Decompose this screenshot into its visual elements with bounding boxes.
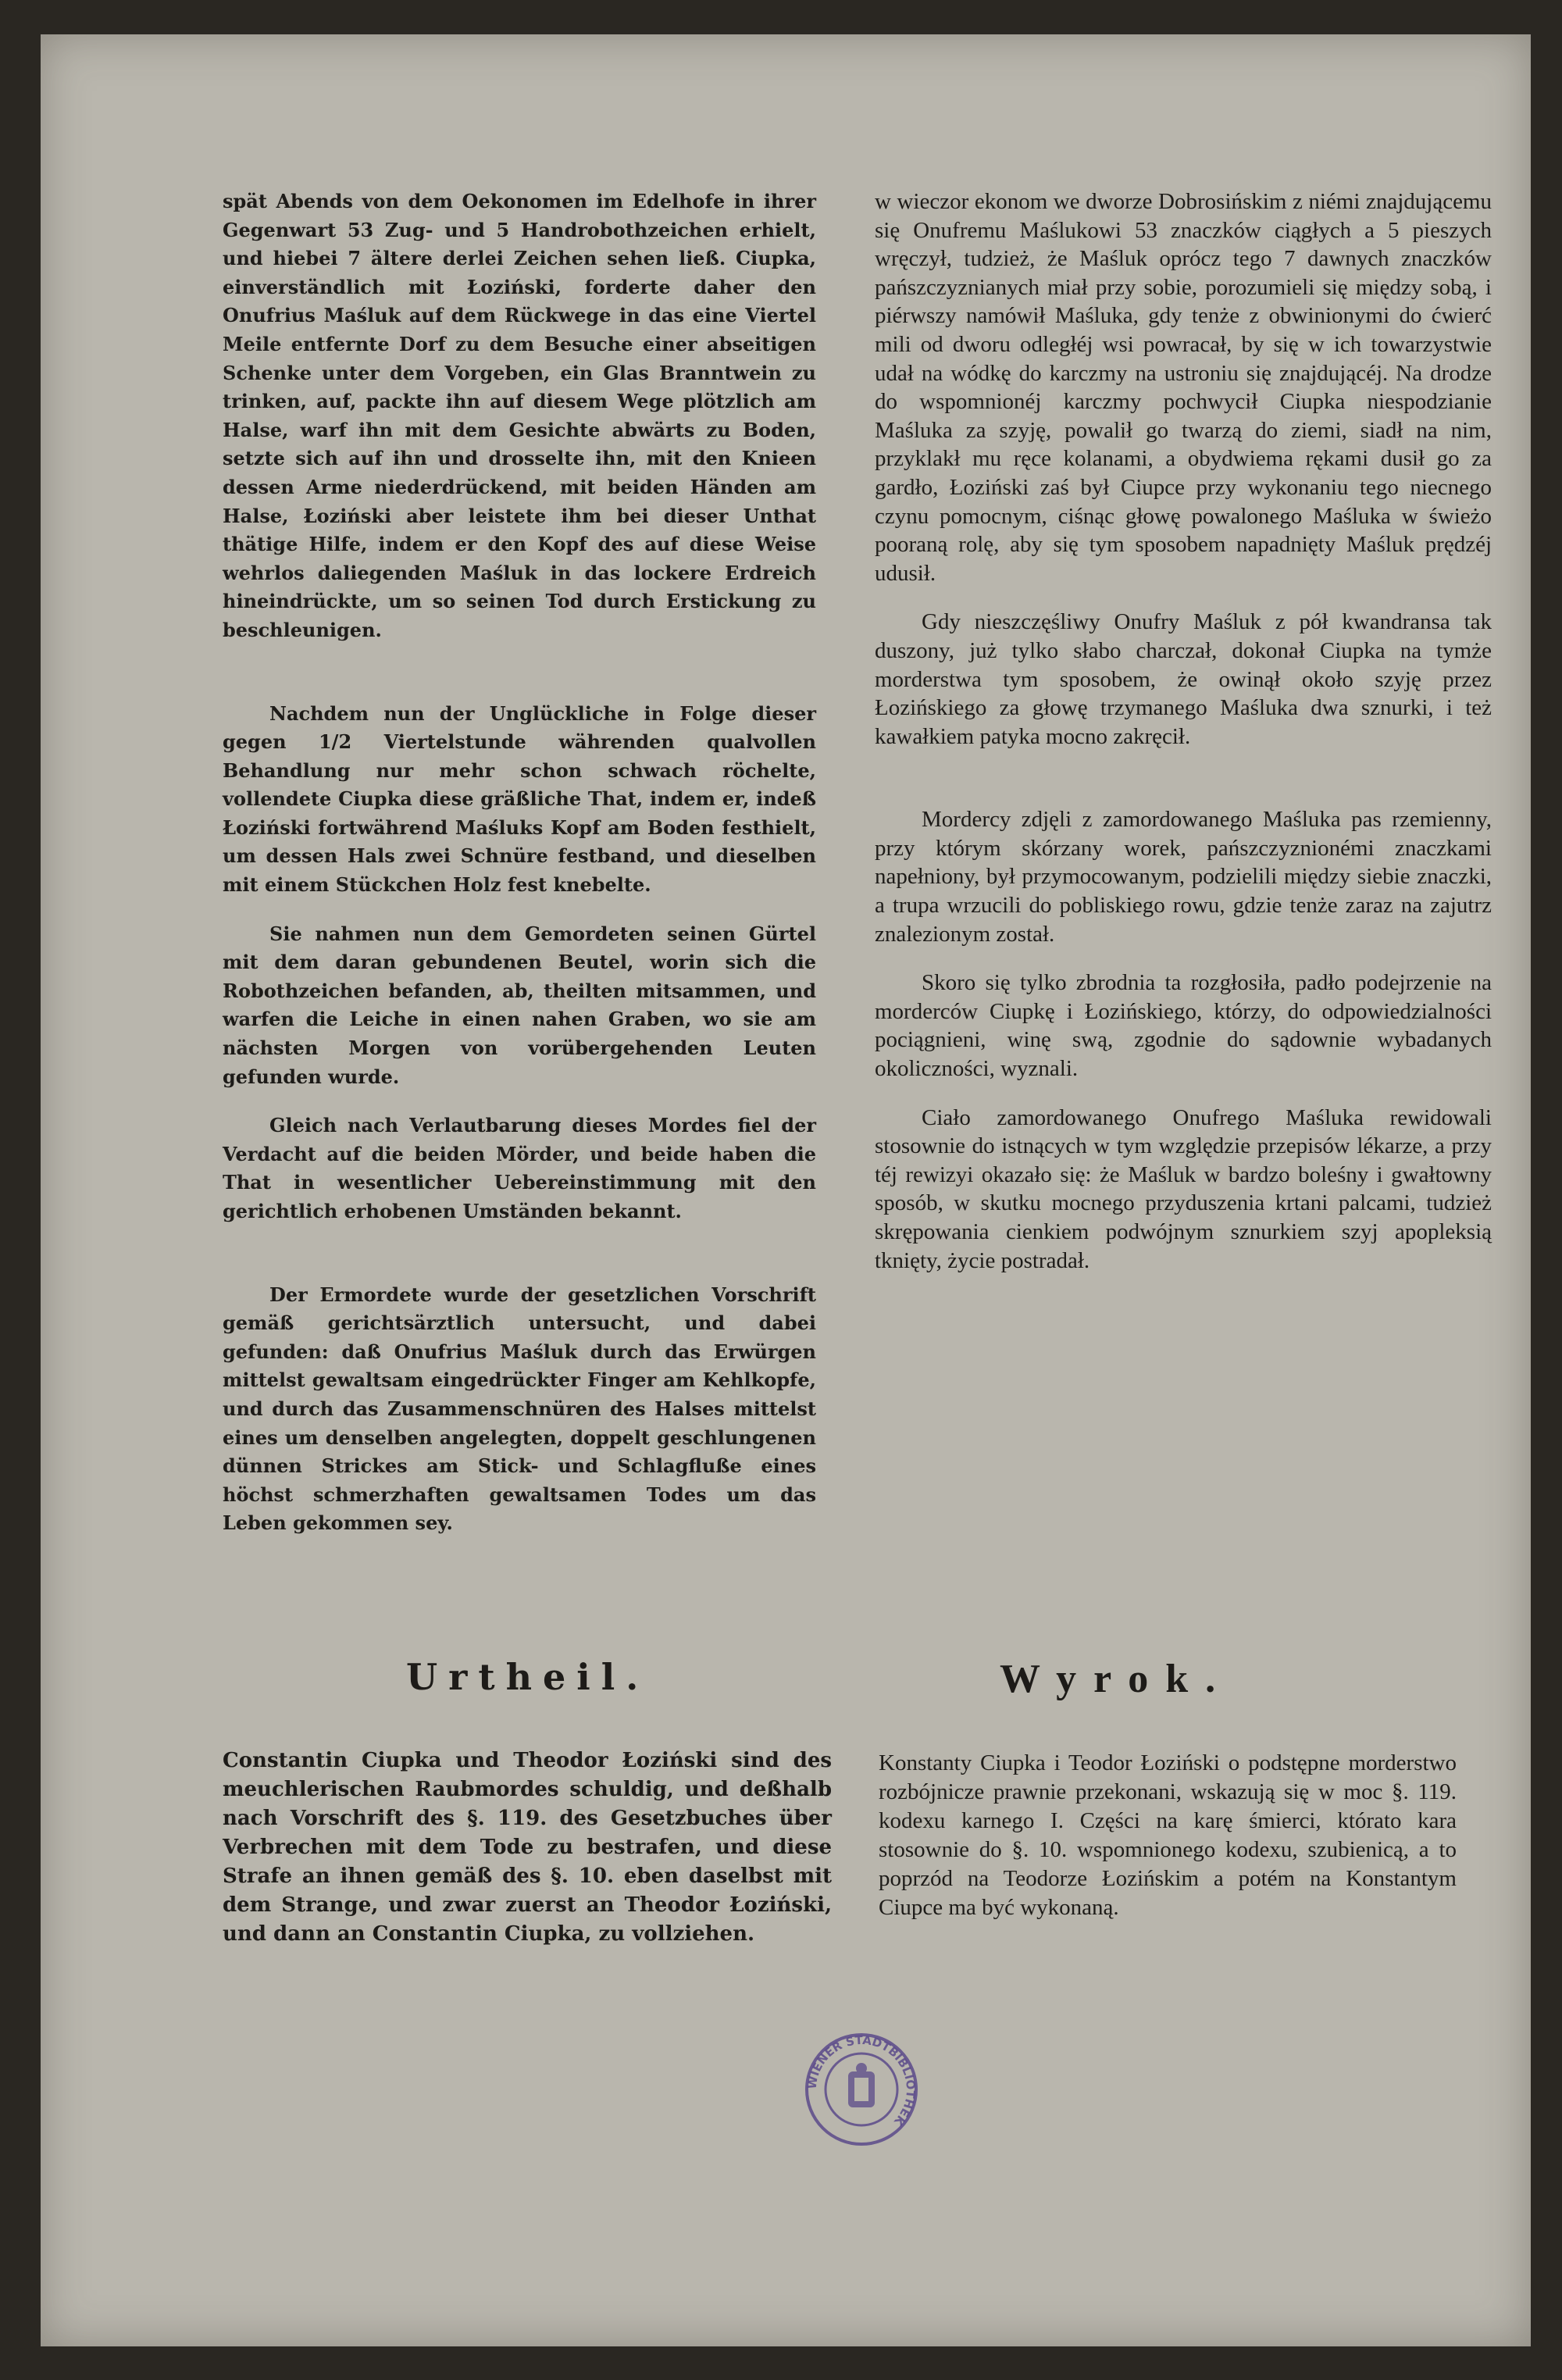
polish-verdict-text: Konstanty Ciupka i Teodor Łoziński o podstępne morderstwo rozbójnicze prawnie przekonani, wskazują się w moc §. 119. kodexu karnego I. Części na karę śmierci, którato kara stosownie do §. 10. wspomnionego kodexu, szubienicą, a to poprzód na Teodorze Łozińskim a potém na Konstantym Ciupce ma być wykonaną. <box>879 1750 1457 1920</box>
german-paragraph-5: Der Ermordete wurde der gesetzlichen Vorschrift gemäß gerichtsärztlich untersucht, und dabei gefunden: daß Onufrius Maśluk durch das Erwürgen mittelst gewaltsam eingedrückter Finger am Kehlkopfe, und durch das Zusammenschnüren des Halses mittelst eines um denselben angelegten, doppelt geschlungenen dünnen Strickes am Stick- und Schlagfluße eines höchst schmerzhaften gewaltsamen Todes um das Leben gekommen sey. <box>223 1283 816 1535</box>
german-paragraph-4: Gleich nach Verlautbarung dieses Mordes fiel der Verdacht auf die beiden Mörder, und beide haben die That in wesentlicher Uebereinstimmung mit den gerichtlich erhobenen Umständen bekannt. <box>223 1114 816 1222</box>
polish-verdict-heading: Wyrok. <box>1000 1657 1233 1701</box>
polish-column <box>875 187 1492 1275</box>
german-verdict-text: Constantin Ciupka und Theodor Łoziński sind des meuchlerischen Raubmordes schuldig, und deßhalb nach Vorschrift des §. 119. des Gesetzbuches über Verbrechen mit dem Tode zu bestrafen, und diese Strafe an ihnen gemäß des §. 10. eben daselbst mit dem Strange, und zwar zuerst an Theodor Łoziński, und dann an Constantin Ciupka, zu vollziehen. <box>223 1749 832 1946</box>
polish-paragraph-3: Mordercy zdjęli z zamordowanego Maśluka pas rzemienny, przy którym skórzany worek, pańszczyznionémi znaczkami napełniony, był przymocowanym, podzielili między siebie znaczki, a trupa wrzucili do pobliskiego rowu, gdzie tenże zaraz na zajutrz znalezionym został. <box>875 807 1492 947</box>
library-stamp-seal <box>803 2031 920 2148</box>
polish-paragraph-2: Gdy nieszczęśliwy Onufry Maśluk z pół kwandransa tak duszony, już tylko słabo charczał, dokonał Ciupka na tymże morderstwa tym sposobem, że owinął około szyję przez Łozińskiego za głowę trzymanego Maśluka dwa sznurki, i też kawałkiem patyka mocno zakręcił. <box>875 609 1492 749</box>
library-stamp <box>803 2031 920 2148</box>
german-verdict-heading: Urtheil. <box>406 1656 650 1698</box>
german-column <box>223 187 816 1538</box>
polish-paragraph-1: w wieczor ekonom we dworze Dobrosińskim z niémi znajdującemu się Onufremu Maślukowi 53 znaczków ciągłych a 5 pieszych wręczył, tudzież, że Maśluk oprócz tego 7 dawnych znaczków pańszczyznianych miał przy sobie, porozumieli się między sobą, i piérwszy namówił Maśluka, gdy tenże z obwinionymi do ćwierć mili od dworu odległéj wsi powracał, by się w ich towarzystwie udał na wódkę do karczmy na ustroniu się znajdującéj. Na drodze do wspomnionéj karczmy pochwycił Ciupka niespodzianie Maśluka za szyję, powalił go twarzą do ziemi, siadł na nim, przyklakł mu ręce kolanami, a obydwiema rękami dusił go za gardło, Łoziński zaś był Ciupce przy wykonaniu tego niecnego czynu pomocnym, ciśnąc głowę powalonego Maśluka w świeżo pooraną rolę, aby się tym sposobem napadnięty Maśluk prędzéj udusił. <box>875 189 1492 586</box>
stamp-text: WIENER STADTBIBLIOTHEK <box>804 2032 918 2128</box>
polish-paragraph-4: Skoro się tylko zbrodnia ta rozgłosiła, padło podejrzenie na morderców Ciupkę i Łozińskiego, którzy, do odpowiedzialności pociągnieni, winę swą, zgodnie do sądownie wybadanych okoliczności, wyznali. <box>875 970 1492 1082</box>
polish-paragraph-5: Ciało zamordowanego Onufrego Maśluka rewidowali stosownie do istnących w tym względzie przepisów lékarze, a przy téj rewizyi okazało się: że Maśluk w bardzo boleśny i gwałtowny sposób, w skutku mocnego przyduszenia krtani palcami, tudzież skrępowania cienkiem podwójnym sznurkiem szyj apopleksią tknięty, życie postradał. <box>875 1104 1492 1273</box>
german-paragraph-1: spät Abends von dem Oekonomen im Edelhofe in ihrer Gegenwart 53 Zug- und 5 Handrobothzeichen erhielt, und hiebei 7 ältere derlei Zeichen sehen ließ. Ciupka, einverständlich mit Łoziński, forderte daher den Onufrius Maśluk auf dem Rückwege in das eine Viertel Meile entfernte Dorf zu dem Besuche einer abseitigen Schenke unter dem Vorgeben, ein Glas Branntwein zu trinken, auf, packte ihn auf diesem Wege plötzlich am Halse, warf ihn mit dem Gesichte abwärts zu Boden, setzte sich auf ihn und drosselte ihn, mit den Knieen dessen Arme niederdrückend, mit beiden Händen am Halse, Łoziński aber leistete ihm bei dieser Unthat thätige Hilfe, indem er den Kopf des auf diese Weise wehrlos daliegenden Maśluk in das lockere Erdreich hineindrückte, um so seinen Tod durch Erstickung zu beschleunigen. <box>223 190 816 641</box>
german-paragraph-2: Nachdem nun der Unglückliche in Folge dieser gegen 1/2 Viertelstunde währenden qualvollen Behandlung nur mehr schon schwach röchelte, vollendete Ciupka diese gräßliche That, indem er, indeß Łoziński fortwährend Maśluks Kopf am Boden festhielt, um dessen Hals zwei Schnüre festband, und dieselben mit einem Stückchen Holz fest knebelte. <box>223 701 816 897</box>
german-paragraph-3: Sie nahmen nun dem Gemordeten seinen Gürtel mit dem daran gebundenen Beutel, worin sich die Robothzeichen befanden, ab, theilten mitsammen, und warfen die Leiche in einen nahen Graben, wo sie am nächsten Morgen von vorübergehenden Leuten gefunden wurde. <box>223 922 816 1088</box>
